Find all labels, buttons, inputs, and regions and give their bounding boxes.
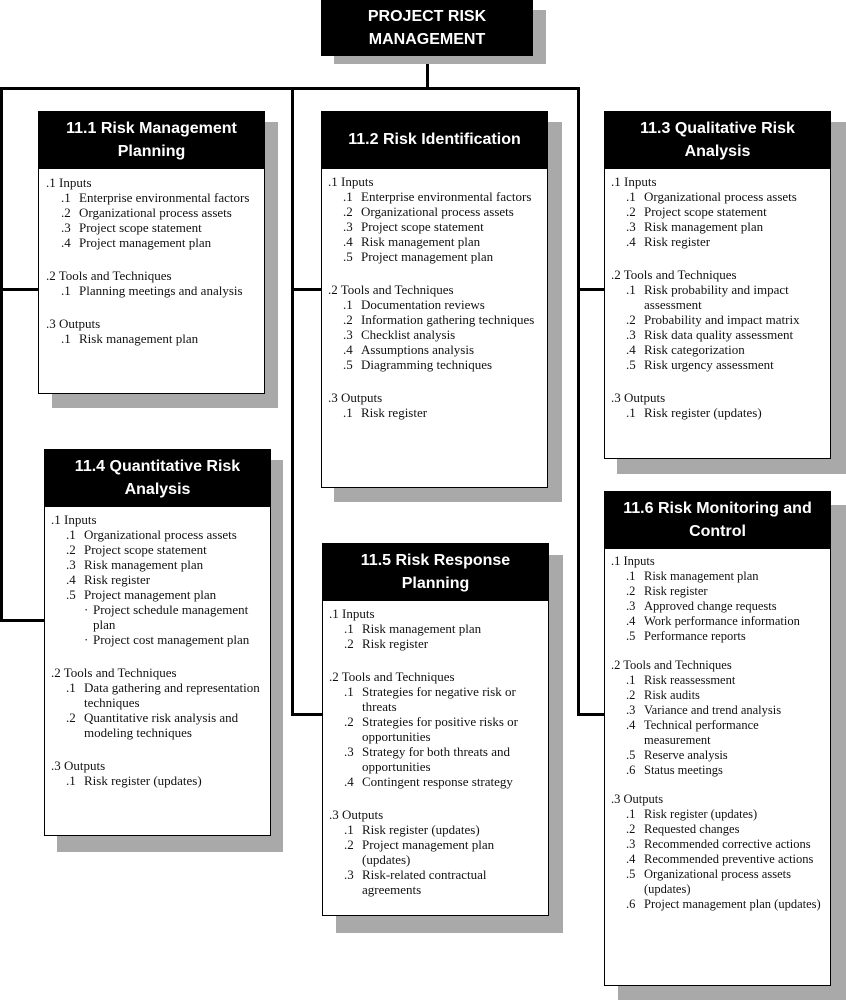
section-label: .2 Tools and Techniques <box>328 282 454 297</box>
box-11-4-tools <box>51 665 265 740</box>
box-11-2-content <box>328 174 542 420</box>
list-item: .1 Risk register (updates) <box>626 807 758 821</box>
list-item: .2 Risk register <box>344 636 429 651</box>
section-label: .1 Inputs <box>611 174 657 189</box>
list-item: .2 Strategies for positive risks or opportunities <box>344 714 518 744</box>
section-label: .1 Inputs <box>46 175 92 190</box>
section-label: .3 Outputs <box>328 390 383 405</box>
list-item: .1 Risk management plan <box>626 569 759 583</box>
box-11-4-title-line2: Analysis <box>124 480 191 498</box>
box-11-6-title-line1: 11.6 Risk Monitoring and <box>623 499 812 517</box>
box-11-3-content <box>611 174 827 420</box>
box-11-5-outputs <box>329 807 543 897</box>
box-11-6-title-line2: Control <box>689 522 746 540</box>
list-item: .4 Risk register <box>66 572 151 587</box>
list-item: .1 Enterprise environmental factors <box>343 189 532 204</box>
section-label: .2 Tools and Techniques <box>611 658 732 672</box>
list-item: .2 Project management plan (updates) <box>344 837 495 867</box>
box-11-3-inputs <box>611 174 827 249</box>
box-11-5-inputs <box>329 606 543 651</box>
list-item: .1 Risk management plan <box>344 621 482 636</box>
list-item: .4 Project management plan <box>61 235 212 250</box>
box-11-5-title-line2: Planning <box>401 574 470 592</box>
box-11-2-inputs <box>328 174 542 264</box>
list-item: .5 Project management plan <box>343 249 494 264</box>
section-label: .1 Inputs <box>611 554 655 568</box>
box-11-3-outputs <box>611 390 827 420</box>
list-item: .3 Variance and trend analysis <box>626 703 782 717</box>
list-item: .3 Approved change requests <box>626 599 777 613</box>
box-11-4-outputs <box>51 758 265 788</box>
section-label: .3 Outputs <box>51 758 106 773</box>
box-11-3-tools <box>611 267 827 372</box>
box-11-4-inputs <box>51 512 265 647</box>
box-11-6-inputs <box>611 554 827 644</box>
list-item: .4 Risk categorization <box>626 342 745 357</box>
box-11-2-title-line1: 11.2 Risk Identification <box>348 131 521 148</box>
list-item: .1 Strategies for negative risk or threats <box>344 684 516 714</box>
list-item: .1 Risk probability and impact assessment <box>626 282 789 312</box>
box-11-5-tools <box>329 669 543 789</box>
section-label: .1 Inputs <box>329 606 375 621</box>
root-node-line2: MANAGEMENT <box>368 31 486 48</box>
list-item: .5 Reserve analysis <box>626 748 728 762</box>
list-item: .3 Project scope statement <box>61 220 202 235</box>
box-11-4-content <box>51 512 265 788</box>
connector-right-vertical <box>577 87 580 716</box>
list-item: .5 Organizational process assets (updates) <box>626 867 791 896</box>
box-11-3-header <box>604 111 831 168</box>
connector-mid-vertical <box>291 87 294 716</box>
list-item: .2 Quantitative risk analysis and modeling techniques <box>66 710 239 740</box>
box-11-1-title-line1: 11.1 Risk Management <box>66 119 237 137</box>
box-11-1-outputs <box>46 316 260 346</box>
box-11-1-tools <box>46 268 260 298</box>
list-item: .3 Risk-related contractual agreements <box>344 867 487 897</box>
box-11-4-header <box>44 449 271 506</box>
list-item: .3 Project scope statement <box>343 219 484 234</box>
box-11-6-header <box>604 491 831 548</box>
box-11-1-header <box>38 111 265 168</box>
list-item: .1 Risk register (updates) <box>344 822 480 837</box>
list-item: .4 Contingent response strategy <box>344 774 513 789</box>
root-node <box>321 0 533 56</box>
section-label: .3 Outputs <box>611 792 664 806</box>
list-item: .3 Strategy for both threats and opportunities <box>344 744 511 774</box>
list-item: .1 Risk reassessment <box>626 673 736 687</box>
list-item: .2 Organizational process assets <box>61 205 232 220</box>
list-item: .5 Project management plan <box>66 587 217 602</box>
list-item: .1 Planning meetings and analysis <box>61 283 243 298</box>
box-11-6-content <box>611 554 827 912</box>
list-item: .4 Risk management plan <box>343 234 481 249</box>
box-11-5-title-line1: 11.5 Risk Response <box>360 551 511 569</box>
section-label: .2 Tools and Techniques <box>611 267 737 282</box>
connector-mid-to-11-2 <box>291 288 321 291</box>
box-11-3-title-line1: 11.3 Qualitative Risk <box>640 119 795 137</box>
list-item: .2 Information gathering techniques <box>343 312 535 327</box>
connector-left-to-11-4 <box>0 619 44 622</box>
list-item: .2 Organizational process assets <box>343 204 514 219</box>
list-item: .2 Probability and impact matrix <box>626 312 800 327</box>
box-11-1-title-line2: Planning <box>117 142 186 160</box>
list-item: .3 Checklist analysis <box>343 327 456 342</box>
sub-item: · Project cost management plan <box>84 632 250 647</box>
list-item: .5 Risk urgency assessment <box>626 357 774 372</box>
list-item: .1 Risk register (updates) <box>626 405 762 420</box>
list-item: .1 Documentation reviews <box>343 297 485 312</box>
list-item: .1 Enterprise environmental factors <box>61 190 250 205</box>
list-item: .4 Risk register <box>626 234 711 249</box>
list-item: .6 Status meetings <box>626 763 723 777</box>
list-item: .1 Risk management plan <box>61 331 199 346</box>
list-item: .2 Risk register <box>626 584 708 598</box>
box-11-5-content <box>329 606 543 897</box>
list-item: .3 Risk management plan <box>66 557 204 572</box>
section-label: .3 Outputs <box>46 316 101 331</box>
list-item: .1 Risk register <box>343 405 428 420</box>
list-item: .1 Risk register (updates) <box>66 773 202 788</box>
list-item: .6 Project management plan (updates) <box>626 897 821 911</box>
list-item: .3 Risk data quality assessment <box>626 327 794 342</box>
connector-right-to-11-3 <box>577 288 604 291</box>
section-label: .2 Tools and Techniques <box>46 268 172 283</box>
list-item: .3 Risk management plan <box>626 219 764 234</box>
list-item: .1 Data gathering and representation techniques <box>66 680 260 710</box>
list-item: .4 Technical performance measurement <box>626 718 759 747</box>
section-label: .1 Inputs <box>328 174 374 189</box>
section-label: .2 Tools and Techniques <box>51 665 177 680</box>
list-item: .2 Requested changes <box>626 822 740 836</box>
connector-top-bus <box>0 87 580 90</box>
connector-right-to-11-6 <box>577 713 604 716</box>
list-item: .2 Project scope statement <box>66 542 207 557</box>
box-11-4-title-line1: 11.4 Quantitative Risk <box>74 457 241 475</box>
list-item: .1 Organizational process assets <box>66 527 237 542</box>
box-11-5-header <box>322 543 549 600</box>
list-item: .4 Work performance information <box>626 614 800 628</box>
connector-left-to-11-1 <box>0 288 38 291</box>
box-11-6-tools <box>611 658 827 778</box>
section-label: .1 Inputs <box>51 512 97 527</box>
box-11-1-content <box>46 175 260 346</box>
sub-item: · Project schedule management plan <box>84 602 249 632</box>
section-label: .3 Outputs <box>329 807 384 822</box>
list-item: .2 Risk audits <box>626 688 700 702</box>
list-item: .2 Project scope statement <box>626 204 767 219</box>
box-11-2-header <box>321 111 548 168</box>
list-item: .1 Organizational process assets <box>626 189 797 204</box>
box-11-1-inputs <box>46 175 260 250</box>
connector-left-vertical <box>0 87 3 622</box>
box-11-2-outputs <box>328 390 542 420</box>
list-item: .5 Performance reports <box>626 629 746 643</box>
box-11-3-title-line2: Analysis <box>684 142 751 160</box>
list-item: .5 Diagramming techniques <box>343 357 493 372</box>
section-label: .2 Tools and Techniques <box>329 669 455 684</box>
box-11-2-tools <box>328 282 542 372</box>
box-11-6-outputs <box>611 792 827 912</box>
connector-mid-to-11-5 <box>291 713 322 716</box>
list-item: .4 Assumptions analysis <box>343 342 475 357</box>
root-node-line1: PROJECT RISK <box>367 8 487 25</box>
list-item: .3 Recommended corrective actions <box>626 837 811 851</box>
list-item: .4 Recommended preventive actions <box>626 852 814 866</box>
section-label: .3 Outputs <box>611 390 666 405</box>
